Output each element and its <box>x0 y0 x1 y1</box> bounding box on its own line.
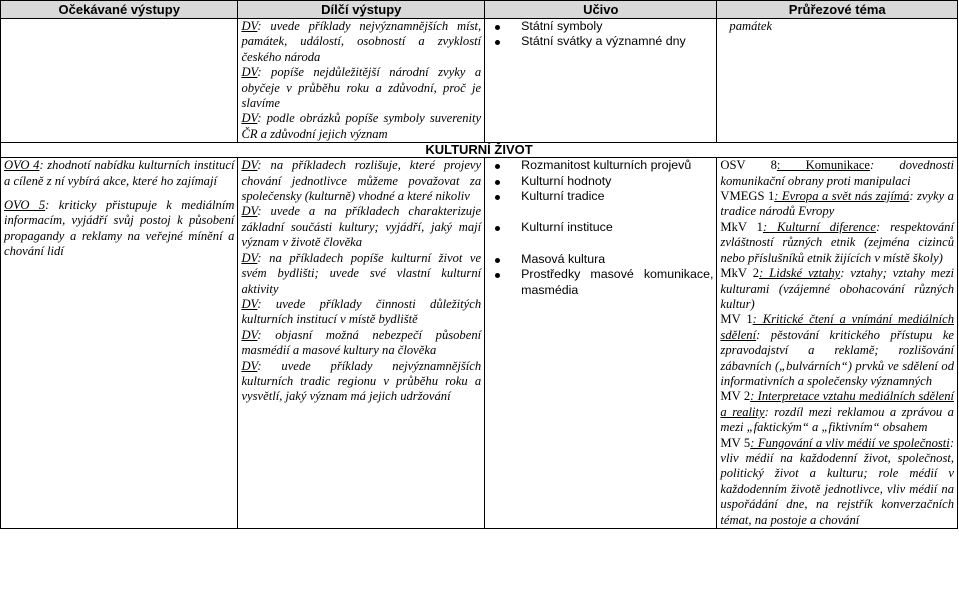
outcome-item: DV: uvede příklady činnosti důležitých kulturních institucí v místě bydliště <box>241 296 482 327</box>
outcome-item: DV: uvede a na příkladech charakterizuje základní součásti kultury; vyjádří, jaký mají význam v životě člověka <box>241 204 482 250</box>
cross-topic-item: MkV 1: Kulturní diference: respektování zvláštností různých etnik (zejména cizinců nebo příslušníků etnik žijících v místě školy) <box>720 219 954 265</box>
table-row <box>1 158 958 529</box>
list-item: Prostředky masové komunikace, masmédia <box>488 267 713 298</box>
cell-curriculum <box>485 158 717 529</box>
outcome-item: DV: popíše nejdůležitější národní zvyky a obyčeje v průběhu roku a zdůvodní, proč je slavíme <box>241 65 482 111</box>
cell-partial-outcomes <box>238 158 485 529</box>
outcome-item: OVO 4: zhodnotí nabídku kulturních institucí a cíleně z ní vybírá akce, které ho zajímají <box>4 158 235 188</box>
list-item: Státní symboly <box>488 19 713 34</box>
cross-topic-item: OSV 8: Komunikace: dovednosti komunikační obrany proti manipulaci <box>720 158 954 188</box>
outcome-item: DV: uvede příklady nejvýznamnějších míst, památek, událostí, osobností a zvyklostí českého národa <box>241 19 482 64</box>
cell-curriculum <box>485 19 717 143</box>
cross-topic-item: VMEGS 1: Evropa a svět nás zajímá: zvyky a tradice národů Evropy <box>720 189 954 219</box>
outcome-item: OVO 5: kriticky přistupuje k mediálním informacím, vyjádří svůj postoj k působení propagandy a reklamy na veřejné mínění a chování lidí <box>4 198 235 259</box>
cell-expected-outcomes <box>1 158 238 529</box>
list-item: Rozmanitost kulturních projevů <box>488 158 713 173</box>
list-item: Státní svátky a významné dny <box>488 34 713 49</box>
header-row <box>1 1 958 19</box>
cross-topic-item: MV 2: Interpretace vztahu mediálních sdělení a reality: rozdíl mezi reklamou a zprávou a mezi „faktickým“ a „fiktivním“ obsahem <box>720 389 955 435</box>
header-cross-topic: Průřezové téma <box>717 1 958 19</box>
cell-cross-topic <box>717 158 958 529</box>
list-item: Kulturní instituce <box>488 220 713 235</box>
list-item: Kulturní tradice <box>488 189 713 204</box>
header-partial-outcomes: Dílčí výstupy <box>238 1 485 19</box>
cross-topic-item: MV 5: Fungování a vliv médií ve společnosti: vliv médií na každodenní život, společnost, politický život a kulturu; role médií v každodenním životě jednotlivce, vliv médií na uspořádání dne, na rejstřík konverzačních témat, na postoje a chování <box>720 435 955 527</box>
cell-empty <box>1 19 238 143</box>
cross-topic-item: MV 1: Kritické čtení a vnímání mediálních sdělení: pěstování kritického přístupu ke zpravodajství a reklamě; rozlišování zábavních („bulvárních“) prvků ve sdělení od informativních a společensky významných <box>720 312 954 388</box>
section-row <box>1 143 958 158</box>
outcome-item: DV: uvede příklady nejvýznamnějších kulturních tradic regionu v průběhu roku a vysvětlí, jaký význam má jejich udržování <box>241 358 482 404</box>
outcome-item: DV: na příkladech popíše kulturní život ve svém bydlišti; uvede své vlastní kulturní aktivity <box>241 250 482 296</box>
list-item: Kulturní hodnoty <box>488 174 713 189</box>
header-curriculum: Učivo <box>485 1 717 19</box>
section-title: KULTURNÍ ŽIVOT <box>1 143 958 158</box>
cell-cross-topic: památek <box>717 19 958 143</box>
outcome-item: DV: podle obrázků popíše symboly suverenity ČR a zdůvodní jejich význam <box>241 111 482 141</box>
list-item: Masová kultura <box>488 252 713 267</box>
cross-topic-item: MkV 2: Lidské vztahy: vztahy; vztahy mezi kulturami (vzájemné obohacování různých kultur) <box>720 266 955 311</box>
outcome-item: DV: na příkladech rozlišuje, které projevy chování jednotlivce můžeme považovat za společensky (kulturně) vhodné a které nikoliv <box>241 158 482 204</box>
outcome-item: DV: objasní možná nebezpečí působení masmédií a masové kultury na člověka <box>241 327 482 358</box>
table-row <box>1 19 958 143</box>
cell-partial-outcomes <box>238 19 485 143</box>
header-expected-outcomes: Očekávané výstupy <box>1 1 238 19</box>
